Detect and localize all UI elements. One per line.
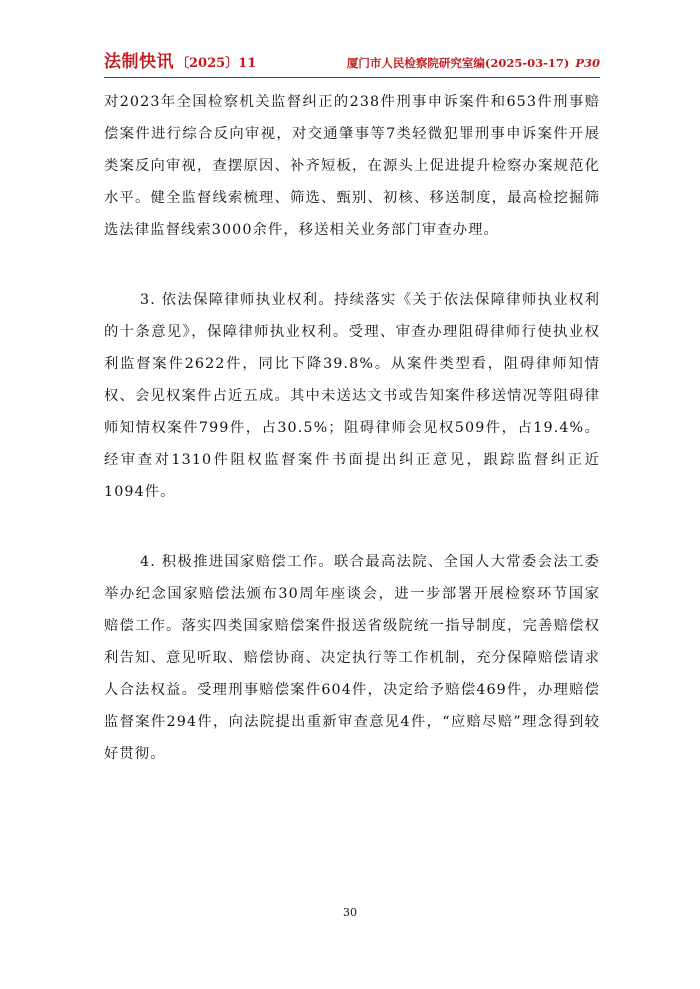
issue-number: 〔2025〕11 [176, 56, 257, 71]
header-source [347, 53, 600, 73]
text-line: 碍律师知情权、会见权案件占近五成。其中未送达文书或告知案件移 [104, 356, 600, 404]
paragraph-spacer [104, 246, 600, 284]
text-line: 跟踪监督纠正近1094件。 [104, 452, 600, 500]
text-line: 件，“应赔尽赔”理念得到较好贯彻。 [104, 714, 601, 762]
text-line: 4. 积极推进国家赔偿工作。联合最高法院、全国人大常委会法 [140, 554, 569, 570]
text-line: 使执业权利监督案件2622件，同比下降39.8%。从案件类型看，阻 [104, 324, 600, 372]
text-line: 察办案规范化水平。健全监督线索梳理、筛选、甄别、初核、移送制 [104, 158, 600, 206]
text-line: 事赔偿案件进行综合反向审视，对交通肇事等7类轻微犯罪刑事申诉 [104, 94, 600, 142]
document-body [104, 86, 600, 770]
text-line: 案件开展类案反向审视，查摆原因、补齐短板，在源头上促进提升检 [104, 126, 600, 174]
text-line: 赔偿469件，办理赔偿监督案件294件，向法院提出重新审查意见4 [104, 682, 601, 730]
text-line: 工委举办纪念国家赔偿法颁布30周年座谈会，进一步部署开展检察 [104, 554, 600, 602]
text-line: 度，最高检挖掘筛选法律监督线索3000余件，移送相关业务部门审 [104, 190, 600, 238]
text-line: 送情况等阻碍律师知情权案件799件，占30.5%；阻碍律师会见权509 [104, 388, 600, 436]
text-line: 度，完善赔偿权利告知、意见听取、赔偿协商、决定执行等工作机制， [104, 618, 600, 666]
header-divider [104, 77, 600, 78]
publication-title: 法制快讯 [104, 52, 174, 72]
text-line: 对2023年全国检察机关监督纠正的238件刑事申诉案件和653件刑 [104, 94, 569, 110]
paragraph-continued [104, 86, 600, 246]
paragraph-state-compensation [104, 546, 600, 770]
text-line: 充分保障赔偿请求人合法权益。受理刑事赔偿案件604件，决定给予 [104, 650, 600, 698]
header-page-tag: P30 [575, 56, 600, 70]
text-line: 3. 依法保障律师执业权利。持续落实《关于依法保障律师执业 [140, 292, 569, 308]
source-label: 厦门市人民检察院研究室编(2025-03-17) [346, 56, 570, 70]
page-number: 30 [343, 906, 357, 919]
text-line: 件，占19.4%。经审查对1310件阻权监督案件书面提出纠正意见， [104, 420, 600, 468]
text-line: 环节国家赔偿工作。落实四类国家赔偿案件报送省级院统一指导制 [104, 586, 600, 634]
page-header [104, 50, 600, 76]
paragraph-spacer [104, 508, 600, 546]
text-line: 查办理。 [437, 222, 499, 238]
paragraph-lawyer-rights [104, 284, 600, 508]
text-line: 权利的十条意见》，保障律师执业权利。受理、审查办理阻碍律师行 [104, 292, 600, 340]
header-publication [104, 50, 256, 76]
